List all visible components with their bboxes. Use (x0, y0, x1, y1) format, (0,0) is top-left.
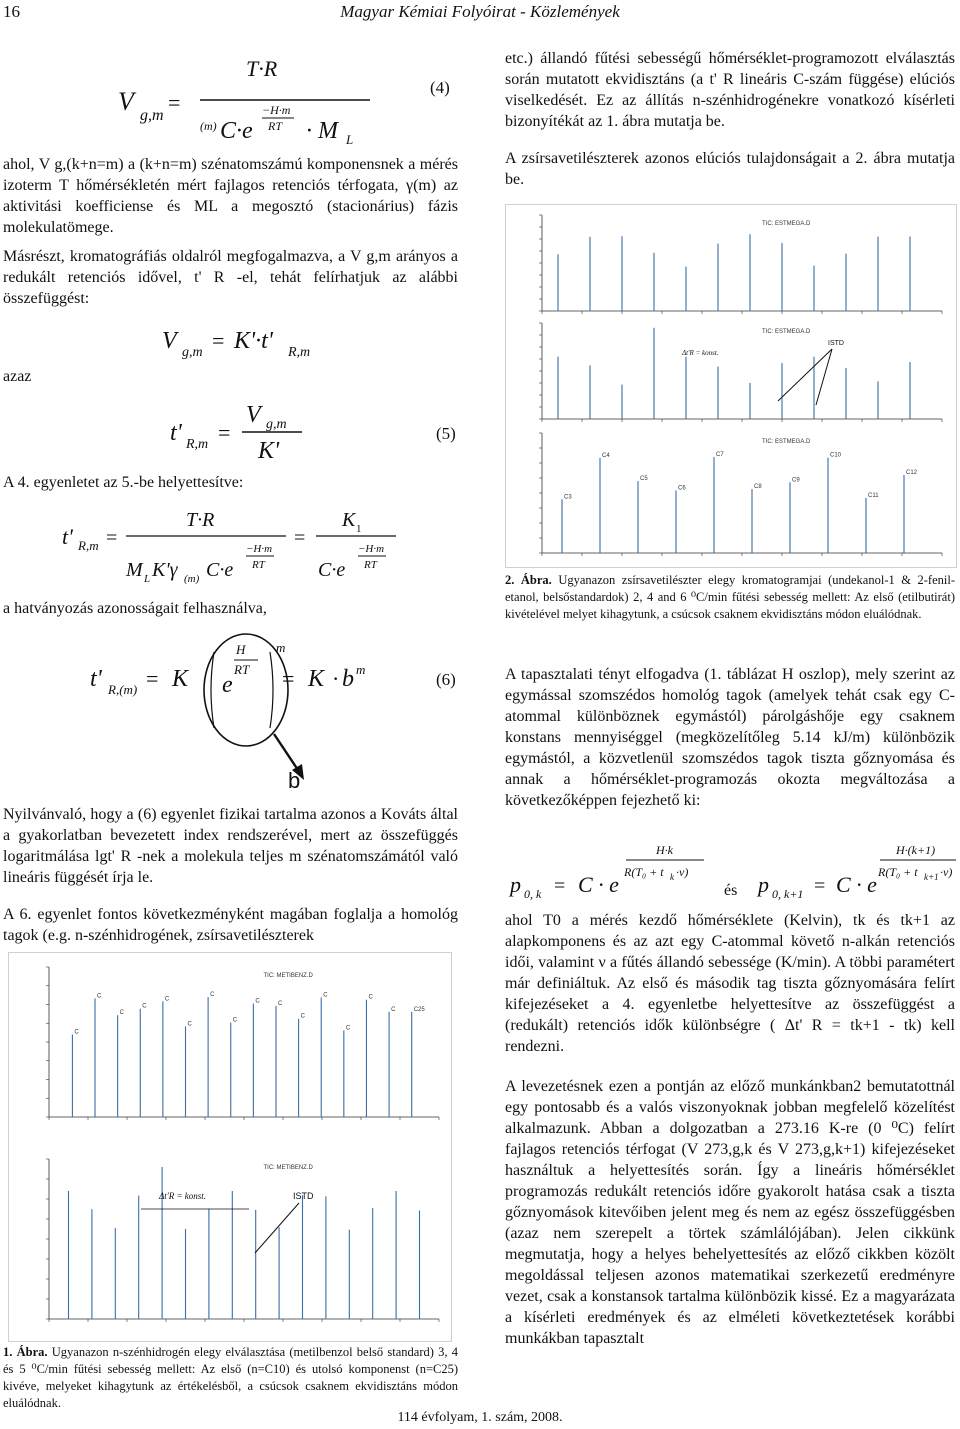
svg-text:m: m (276, 640, 286, 655)
eq4-V: V (118, 87, 134, 116)
svg-text:p: p (510, 872, 521, 897)
svg-text:M: M (126, 559, 143, 581)
annotation-istd: ISTD (293, 1191, 314, 1201)
equation-4-number: (4) (430, 78, 450, 97)
page-number: 16 (3, 2, 20, 21)
svg-text:t': t' (62, 524, 73, 549)
svg-text:C · e: C · e (578, 872, 619, 897)
peak-label: C10 (830, 452, 842, 459)
equation-5-number: (5) (436, 424, 456, 443)
equation-p0k1-svg (756, 842, 960, 902)
svg-text:−H·m: −H·m (358, 543, 385, 555)
annotation-delta: Δt'R = konst. (159, 1191, 207, 1201)
svg-text:e: e (222, 672, 233, 698)
svg-text:K: K (308, 666, 325, 692)
svg-text:T·R: T·R (186, 509, 215, 531)
peak-label: C4 (602, 452, 610, 459)
paragraph-zsir: A zsírsavetilészterek azonos elúciós tulajdonságait a 2. ábra mutatja be. (505, 150, 955, 188)
svg-text:K'·t': K'·t' (234, 328, 273, 354)
svg-text:V: V (246, 402, 261, 428)
peak-label: C11 (868, 492, 879, 499)
panel-label: TIC: ESTMEGA.D (762, 221, 811, 227)
equation-6-svg (86, 630, 386, 790)
equation-substitution-svg (60, 506, 400, 588)
svg-text:H: H (236, 642, 246, 657)
footer: 114 évfolyam, 1. szám, 2008. (397, 1410, 563, 1425)
svg-text:R,m: R,m (78, 538, 99, 553)
peak-label: C (368, 994, 373, 1001)
figure-1 (8, 952, 452, 1342)
peak-label: C (210, 992, 215, 999)
svg-text:·ν): ·ν) (676, 865, 689, 879)
word-azaz: azaz (3, 368, 32, 385)
peak-label: C (255, 998, 260, 1005)
panel-label: TIC: ESTMEGA.D (762, 439, 811, 445)
peak-label: C (323, 992, 328, 999)
svg-text:1: 1 (356, 523, 362, 535)
peak-label: C (345, 1025, 351, 1032)
svg-text:=: = (212, 328, 225, 353)
peak-label: C8 (754, 484, 762, 491)
annotation-istd-arrow (778, 349, 832, 401)
figure-1-caption-text: Ugyanazon n-szénhidrogén elegy elválasztása (metilbenzol belső standard) 3, 4 és 5 ⁰C/min fűtési sebesség mellett: Az első (n=C10) és utolsó komponenst (n=C25) kivéve, melyeket kihagytunk az értékelésből, a csúcsok csaknem ekvidisztáns módon eluálódnak. (3, 1345, 458, 1410)
svg-text:·: · (332, 666, 340, 691)
svg-text:=: = (146, 666, 159, 691)
panel-label: TIC: ESTMEGA.D (762, 329, 811, 335)
paragraph-masreszt: Másrészt, kromatográfiás oldalról megfogalmazva, a V g,m arányos a redukált retenciós idővel, t' R -el, tehát felírhatjuk az alábbi összefüggést: (3, 248, 458, 307)
svg-text:R,m: R,m (186, 437, 209, 452)
equation-6-number: (6) (436, 670, 456, 689)
svg-text:=: = (554, 875, 566, 897)
svg-text:H·(k+1): H·(k+1) (896, 843, 936, 857)
equation-p0k-svg (508, 842, 708, 902)
svg-text:RT: RT (364, 559, 377, 571)
annotation-delta: Δt'R = konst. (682, 349, 719, 357)
svg-text:0, k: 0, k (524, 887, 542, 901)
peak-label: C9 (792, 477, 800, 484)
svg-text:K: K (172, 666, 189, 692)
equation-p0k (508, 842, 708, 902)
svg-text:L: L (346, 132, 354, 147)
svg-text:t': t' (170, 420, 182, 446)
equation-substitution (60, 506, 400, 588)
paragraph-nyilvan: Nyilvánvaló, hogy a (6) egyenlet fizikai tartalma azonos a Kováts által a gyakorlatban bevezetett index rendszerével, mert az összefüggés logaritmálása lgt' R -nek a molekula teljes m szénatomszámától való lineáris függését írja le. (3, 806, 458, 886)
svg-text:−H·m: −H·m (246, 543, 273, 555)
peak-label: C (119, 1010, 124, 1017)
peak-label: C (97, 993, 102, 1000)
svg-text:K': K' (258, 438, 280, 464)
paragraph-etc: etc.) állandó fűtési sebességű hőmérséklet-programozott elválasztás során mutatott ekvidisztáns (a t' R lineáris C-szám függése) elúciós viselkedését. Ez az állítás n-szénhidrogénekre vonatkozó kísérleti bizonyítékát az 1. ábra mutatja be. (505, 50, 955, 130)
paragraph-hatvany: a hatványozás azonosságait felhasználva, (3, 600, 267, 617)
equation-5-svg (168, 396, 328, 466)
figure-2-caption-label: 2. Ábra. (505, 573, 552, 587)
svg-text:V: V (162, 328, 177, 354)
svg-text:−H·m: −H·m (262, 103, 291, 117)
svg-text:K: K (342, 509, 356, 531)
paragraph-tapaszt: A tapasztalati tényt elfogadva (1. táblázat H oszlop), mely szerint az egymással szomszédos homológ tagok (amelyek tehát csak egy C-atommal különböznek egymástól) párolgáshője egy csaknem konstans mennyiséggel (megközelítőleg 5.14 kJ/m) különbözik egymástól, a közvetlenül szomszédos tagok tiszta gőznyomása és annak a hőmérséklet-programozás okozta megváltozása a következőképpen fejezhető ki: (505, 666, 955, 809)
peak-label: C (277, 1000, 283, 1007)
peak-label: C (164, 996, 170, 1003)
panel-label: TIC: METIBENZ.D (263, 1165, 313, 1171)
svg-text:t': t' (90, 666, 102, 692)
peak-label: C (74, 1029, 79, 1036)
peak-label: C3 (564, 494, 572, 501)
svg-text:(m): (m) (200, 119, 217, 133)
figure-1-caption-label: 1. Ábra. (3, 1345, 48, 1359)
b-label: b (288, 768, 301, 793)
peak-label: C6 (678, 485, 686, 492)
paragraph-levez: A levezetésnek ezen a pontján az előző munkánkban2 bemutatottnál egy pontosabb és a valós viszonyoknak jobban megfelelő közelítést alkalmazunk. Abban a dolgozatban a 273.16 K-re (0 ⁰C) felírt fajlagos retenciós térfogat (V 273,g,k és V 273,g,k+1) kifejezéseket használtuk a helyettesítés során. Így a lineáris hőmérséklet programozás redukált retenciós időre gyakorolt hatása csak a tiszta gőznyomások kitevőiben jelent meg és nem az egész összefüggésben (azaz nem szerepelt a törtek számlálójában). Jelen cikkünk megmutatja, hogy a helyes behelyettesítés az előző cikkben közölt megoldással teljesen azonos matematikai szerkezetű eredményre vezet, csak a konstansok tartalma különbözik kissé. Ez a magyarázata a kísérleti eredmények és az elméleti következtetések korábbi munkákban tapasztalt (505, 1078, 955, 1347)
peak-label: C7 (716, 452, 724, 459)
svg-text:=: = (294, 527, 306, 549)
equation-6 (86, 630, 386, 790)
svg-text:C·e: C·e (206, 559, 234, 581)
svg-text:C·e: C·e (220, 118, 253, 144)
paragraph-ahol2: ahol T0 a mérés kezdő hőmérséklete (Kelvin), tk és tk+1 az alapkomponens és az azt egy C-atommal követő n-alkán retenciós idői, valamint ν a fűtés állandó sebessége (K/min). A többi paramétert már definiáltuk. Az első és második tag tiszta gőznyomására felírt kifejezéseket a 4. egyenletbe helyettesítve az összefüggést a (redukált) retenciós idők különbségre ( Δt' R = tk+1 - tk) kell rendezni. (505, 912, 955, 1055)
svg-text:p: p (758, 872, 769, 897)
peak-label: C25 (413, 1006, 425, 1013)
paragraph-a4: A 4. egyenletet az 5.-be helyettesítve: (3, 474, 244, 491)
figure-1-svg (9, 953, 451, 1341)
svg-text:RT: RT (268, 119, 283, 133)
svg-text:T·R: T·R (246, 56, 278, 81)
word-es: és (724, 882, 738, 899)
svg-text:=: = (106, 527, 118, 549)
svg-text:C · e: C · e (836, 872, 877, 897)
svg-text:m: m (356, 662, 366, 677)
peak-label: C5 (640, 476, 648, 483)
svg-text:b: b (342, 666, 354, 692)
journal-title: Magyar Kémiai Folyóirat - Közlemények (340, 2, 620, 21)
svg-text:g,m: g,m (140, 107, 164, 124)
svg-text:0, k+1: 0, k+1 (772, 887, 804, 901)
equation-p0k1 (756, 842, 960, 902)
svg-text:=: = (282, 666, 295, 691)
svg-text:C·e: C·e (318, 559, 346, 581)
svg-text:R,(m): R,(m) (108, 682, 138, 697)
svg-text:k+1: k+1 (924, 872, 939, 882)
annotation-istd-arrow (255, 1203, 299, 1253)
equation-5 (168, 396, 328, 466)
svg-text:L: L (144, 573, 151, 585)
peak-label: C12 (906, 470, 918, 477)
figure-2-svg (506, 205, 956, 567)
equation-4-svg (110, 48, 380, 148)
svg-text:K'γ: K'γ (152, 559, 178, 581)
paragraph-a6: A 6. egyenlet fontos következményként magában foglalja a homológ tagok (e.g. n-szénhidrogének, zsírsavetilészterek (3, 906, 458, 944)
annotation-istd: ISTD (828, 340, 844, 347)
svg-text:=: = (168, 90, 181, 115)
paragraph-ahol: ahol, V g,(k+n=m) a (k+n=m) szénatomszámú komponensnek a mérés izoterm T hőmérsékletén mért fajlagos retenciós térfogata, γ(m) az aktivitási koefficiense és ML a megosztó (stacionárius) fázis molekulatömege. (3, 156, 458, 236)
equation-4 (110, 48, 380, 148)
figure-2-caption (505, 572, 955, 623)
peak-label: C (142, 1003, 147, 1010)
svg-text:R(T₀ + t: R(T₀ + t (878, 865, 918, 879)
svg-text:k: k (670, 872, 674, 882)
svg-text:=: = (814, 875, 826, 897)
svg-text:H·k: H·k (656, 843, 673, 857)
svg-text:R(T₀ + t: R(T₀ + t (624, 865, 664, 879)
svg-text:g,m: g,m (266, 417, 287, 432)
peak-label: C (300, 1013, 305, 1020)
annotation-istd-arrow (816, 349, 832, 405)
figure-1-caption (3, 1344, 458, 1412)
equation-vgm (160, 318, 360, 368)
panel-label: TIC: METIBENZ.D (263, 973, 313, 979)
svg-text:=: = (218, 420, 231, 445)
svg-text:g,m: g,m (182, 345, 203, 360)
peak-label: C (391, 1006, 396, 1013)
svg-text:R,m: R,m (288, 345, 311, 360)
svg-text:(m): (m) (184, 573, 200, 585)
peak-label: C (187, 1021, 192, 1028)
peak-label: C (232, 1017, 238, 1024)
svg-text:RT: RT (252, 559, 265, 571)
figure-2-caption-text: Ugyanazon zsírsavetilészter elegy kromatogramjai (undekanol-1 & 2-fenil-etanol, belsőstandardok) 2, 4 and 6 ⁰C/min fűtési sebesség mellett: Az első (etilbutirát) kivételével melyet kihagytunk, a csúcsok csaknem ekvidisztáns módon eluálódnak. (505, 573, 955, 621)
svg-text:RT: RT (234, 662, 250, 677)
svg-text:·ν): ·ν) (940, 865, 953, 879)
equation-vgm-svg (160, 318, 360, 368)
svg-text:· M: · M (306, 118, 338, 144)
figure-2 (505, 204, 957, 568)
